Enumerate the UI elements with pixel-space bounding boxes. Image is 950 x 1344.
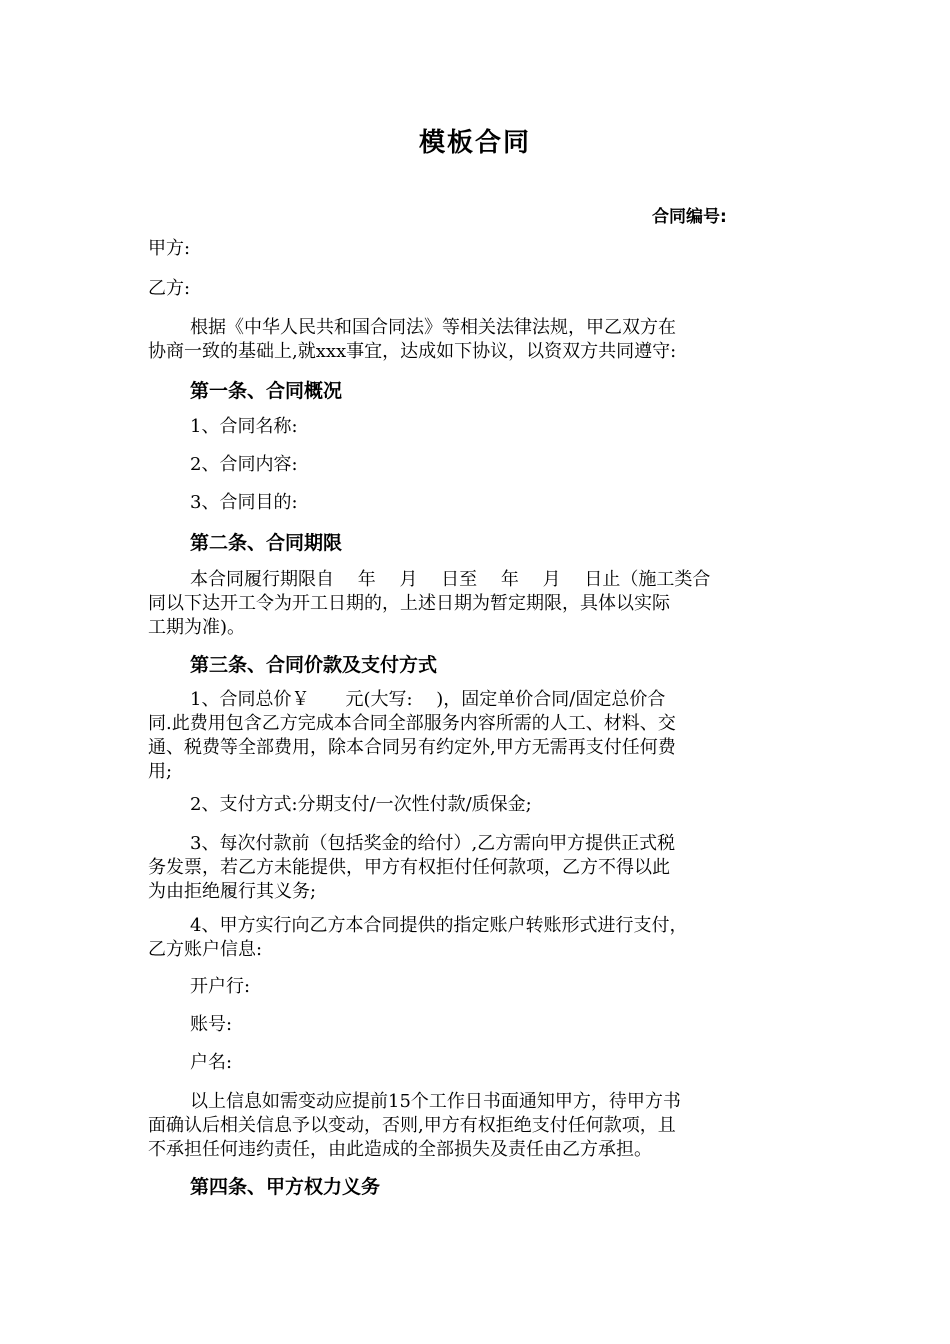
article2-line-3: 工期为准)。 — [148, 617, 246, 638]
article3-p1-line-2: 同.此费用包含乙方完成本合同全部服务内容所需的人工、材料、交 — [148, 713, 676, 734]
article3-paragraph-5 — [148, 1090, 798, 1162]
article3-p3-line-3: 为由拒绝履行其义务; — [148, 881, 317, 902]
article3-p1-line-4: 用; — [148, 761, 173, 782]
article3-p1-line-1: 1、合同总价￥ 元(大写: )，固定单价合同/固定总价合 — [190, 689, 666, 710]
article1-item-purpose: 3、合同目的: — [190, 492, 298, 513]
article1-item-name: 1、合同名称: — [190, 416, 298, 437]
party-a-label: 甲方: — [148, 238, 191, 259]
article2-paragraph — [148, 568, 798, 640]
article2-heading: 第二条、合同期限 — [190, 532, 343, 554]
intro-line-2: 协商一致的基础上,就xxx事宜，达成如下协议，以资双方共同遵守: — [148, 341, 677, 362]
contract-number-label: 合同编号: — [652, 207, 727, 227]
account-name-label: 户名: — [190, 1052, 233, 1073]
article3-paragraph-4 — [148, 914, 798, 962]
article3-p5-line-3: 不承担任何违约责任，由此造成的全部损失及责任由乙方承担。 — [148, 1139, 652, 1160]
bank-label: 开户行: — [190, 976, 251, 997]
account-label: 账号: — [190, 1014, 233, 1035]
article3-p3-line-2: 务发票，若乙方未能提供，甲方有权拒付任何款项，乙方不得以此 — [148, 857, 670, 878]
intro-paragraph — [148, 316, 798, 364]
article4-heading: 第四条、甲方权力义务 — [190, 1176, 381, 1198]
document-title: 模板合同 — [418, 128, 531, 158]
article2-line-1: 本合同履行期限自 年 月 日至 年 月 日止（施工类合 — [190, 569, 711, 590]
article3-paragraph-2: 2、支付方式:分期支付/一次性付款/质保金; — [190, 794, 532, 815]
intro-line-1: 根据《中华人民共和国合同法》等相关法律法规，甲乙双方在 — [190, 317, 676, 338]
article3-paragraph-1 — [148, 688, 798, 784]
article3-p4-line-2: 乙方账户信息: — [148, 939, 263, 960]
article3-p1-line-3: 通、税费等全部费用，除本合同另有约定外,甲方无需再支付任何费 — [148, 737, 676, 758]
article3-paragraph-3 — [148, 832, 798, 904]
article3-p5-line-2: 面确认后相关信息予以变动，否则,甲方有权拒绝支付任何款项，且 — [148, 1115, 676, 1136]
article1-item-content: 2、合同内容: — [190, 454, 298, 475]
article3-p3-line-1: 3、每次付款前（包括奖金的给付）,乙方需向甲方提供正式税 — [190, 833, 676, 854]
article3-p5-line-1: 以上信息如需变动应提前15个工作日书面通知甲方，待甲方书 — [190, 1091, 681, 1112]
article1-heading: 第一条、合同概况 — [190, 380, 343, 402]
article3-heading: 第三条、合同价款及支付方式 — [190, 654, 438, 676]
party-b-label: 乙方: — [148, 278, 191, 299]
article3-p4-line-1: 4、甲方实行向乙方本合同提供的指定账户转账形式进行支付， — [190, 915, 688, 936]
article2-line-2: 同以下达开工令为开工日期的，上述日期为暂定期限，具体以实际 — [148, 593, 670, 614]
